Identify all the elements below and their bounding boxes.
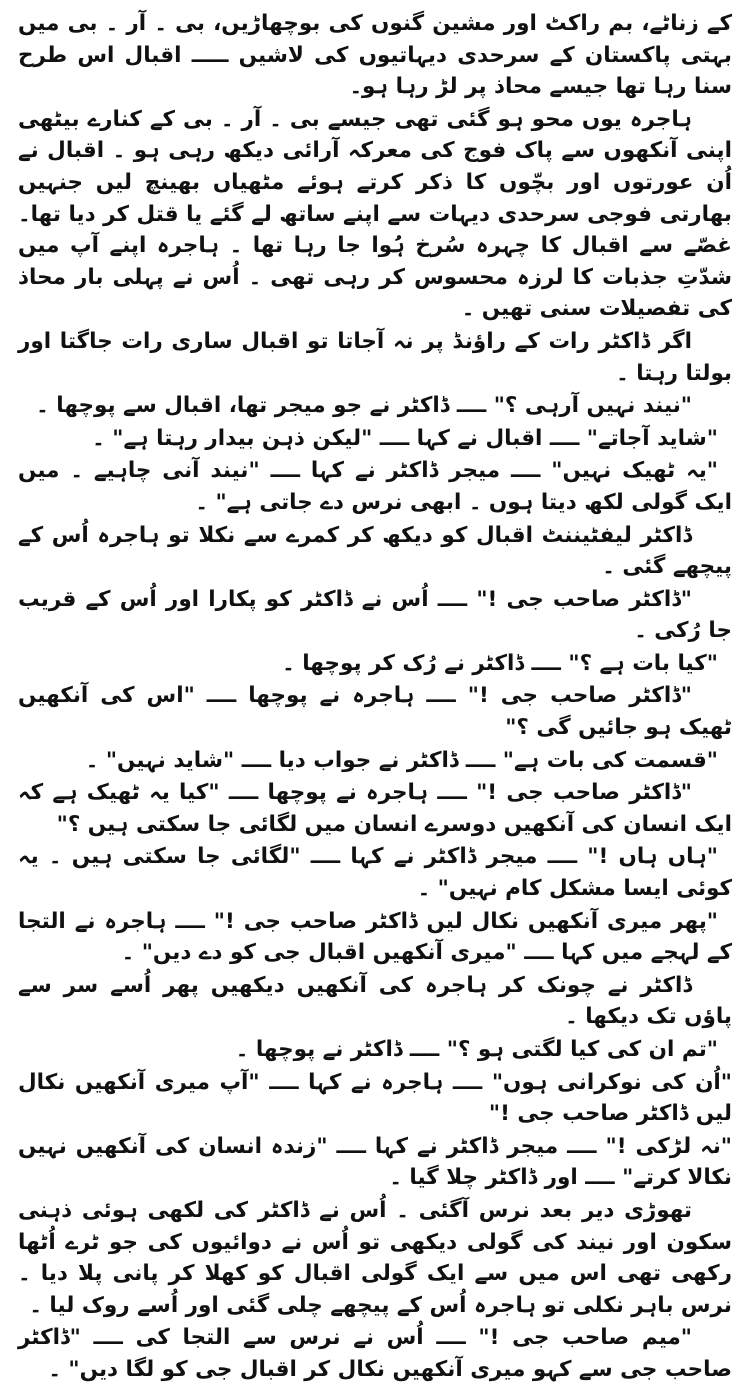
dialogue-line: "ہاں ہاں !" ــــ میجر ڈاکٹر نے کہا ــــ "لگائی جا سکتی ہیں ۔ یہ کوئی ایسا مشکل کام نہیں" ۔: [18, 844, 732, 902]
dialogue-line: "ڈاکٹر صاحب جی !" ــــ اُس نے ڈاکٹر کو پکارا اور اُس کے قریب جا رُکی ۔: [18, 586, 732, 644]
dialogue-line: "کیا بات ہے ؟" ــــ ڈاکٹر نے رُک کر پوچھا ۔: [282, 650, 718, 676]
paragraph-hajra-listening: ہاجرہ یوں محو ہو گئی تھی جیسے بی ۔ آر ۔ بی کے کنارے بیٹھی اپنی آنکھوں سے پاک فوج کی معرکہ آرائی دیکھ رہی ہو ۔ اقبال نے اُن عورتوں اور بچّوں کا ذکر کرتے ہوئے مٹھیاں بھینچ لیں جنہیں بھارتی فوجی سرحدی دیہات سے اپنے ساتھ لے گئے یا قتل کر دیا تھا۔ غصّے سے اقبال کا چہرہ سُرخ ہُوا جا رہا تھا ۔ ہاجرہ اپنے آپ میں شدّتِ جذبات کا لرزہ محسوس کر رہی تھی ۔ اُس نے پہلی بار محاذ کی تفصیلات سنی تھیں ۔: [18, 106, 732, 322]
dialogue-line: "نیند نہیں آرہی ؟" ــــ ڈاکٹر نے جو میجر تھا، اقبال سے پوچھا ۔: [36, 393, 692, 419]
dialogue-line: "میم صاحب جی !" ــــ اُس نے نرس سے التجا کی ــــ "ڈاکٹر صاحب جی سے کہو میری آنکھیں نکال کر اقبال جی کو لگا دیں" ۔: [18, 1325, 732, 1382]
dialogue-line: "نہ لڑکی !" ــــ میجر ڈاکٹر نے کہا ــــ "زندہ انسان کی آنکھیں نہیں نکالا کرتے" ــــ اور ڈاکٹر چلا گیا ۔: [18, 1133, 732, 1191]
dialogue-line: "پھر میری آنکھیں نکال لیں ڈاکٹر صاحب جی !" ــــ ہاجرہ نے التجا کے لہجے میں کہا ــــ "میری آنکھیں اقبال جی کو دے دیں" ۔: [18, 908, 732, 966]
paragraph-battle-narration: کے زناٹے، بم راکٹ اور مشین گنوں کی بوچھاڑیں، بی ۔ آر ۔ بی میں بہتی پاکستان کے سرحدی دیہاتیوں کی لاشیں ـــــ اقبال اس طرح سنا رہا تھا جیسے محاذ پر لڑ رہا ہو۔: [18, 11, 732, 100]
dialogue-line: "ڈاکٹر صاحب جی !" ــــ ہاجرہ نے پوچھا ــــ "کیا یہ ٹھیک ہے کہ ایک انسان کی آنکھیں دوسرے انسان میں لگائی جا سکتی ہیں ؟": [18, 780, 732, 837]
dialogue-line: "تم ان کی کیا لگتی ہو ؟" ــــ ڈاکٹر نے پوچھا ۔: [235, 1037, 718, 1062]
dialogue-line: "یہ ٹھیک نہیں" ــــ میجر ڈاکٹر نے کہا ــــ "نیند آنی چاہیے ۔ میں ایک گولی لکھ دیتا ہوں ۔ ابھی نرس دے جاتی ہے" ۔: [18, 458, 732, 515]
dialogue-line: "اُن کی نوکرانی ہوں" ــــ ہاجرہ نے کہا ــــ "آپ میری آنکھیں نکال لیں ڈاکٹر صاحب جی !": [18, 1069, 732, 1127]
paragraph-doctor-looks: ڈاکٹر نے چونک کر ہاجرہ کی آنکھیں دیکھیں پھر اُسے سر سے پاؤں تک دیکھا ۔: [18, 972, 732, 1030]
paragraph-doctor-round: اگر ڈاکٹر رات کے راؤنڈ پر نہ آجاتا تو اقبال ساری رات جاگتا اور بولتا رہتا ۔: [18, 328, 732, 386]
dialogue-line: "شاید آجاتے" ــــ اقبال نے کہا ــــ "لیکن ذہن بیدار رہتا ہے" ۔: [92, 425, 718, 451]
dialogue-line: "ڈاکٹر صاحب جی !" ــــ ہاجرہ نے پوچھا ــــ "اس کی آنکھیں ٹھیک ہو جائیں گی ؟": [18, 683, 732, 741]
paragraph-nurse-arrives: تھوڑی دیر بعد نرس آگئی ۔ اُس نے ڈاکٹر کی لکھی ہوئی ذہنی سکون اور نیند کی گولی دیکھی تو اُس نے دوائیوں کی جو ٹرے اُٹھا رکھی تھی اس میں سے ایک گولی اقبال کو کھلا کر پانی پلا دیا ۔ نرس باہر نکلی تو ہاجرہ اُس کے پیچھے چلی گئی اور اُسے روک لیا ۔: [18, 1197, 732, 1318]
dialogue-line: "قسمت کی بات ہے" ــــ ڈاکٹر نے جواب دیا ــــ "شاید نہیں" ۔: [85, 747, 718, 773]
paragraph-doctor-leaves: ڈاکٹر لیفٹیننٹ اقبال کو دیکھ کر کمرے سے نکلا تو ہاجرہ اُس کے پیچھے گئی ۔: [18, 522, 732, 580]
